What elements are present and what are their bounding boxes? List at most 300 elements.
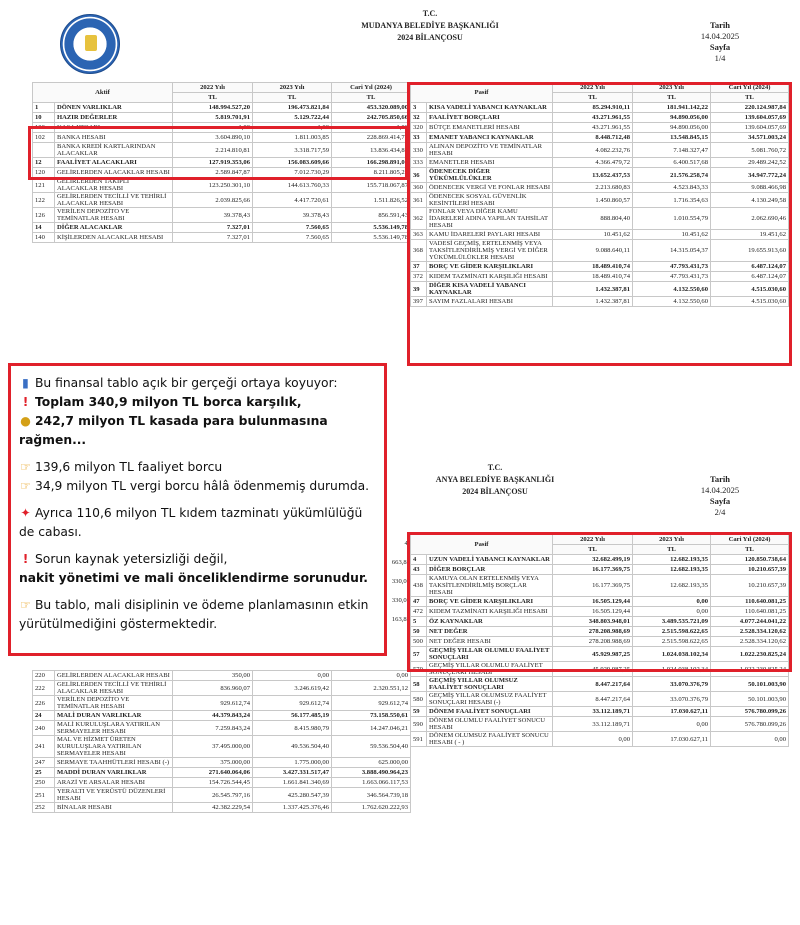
account-code: 14 xyxy=(33,223,55,233)
pointing-hand-icon: ☞ xyxy=(19,479,32,493)
value-2022: 18.489.410,74 xyxy=(553,262,633,272)
header-subtitle: 2024 BİLANÇOSU xyxy=(397,33,463,42)
value-2023: 7.012.730,29 xyxy=(253,168,332,178)
value-2022: 5.819.701,91 xyxy=(173,113,253,123)
date-value: 14.04.2025 xyxy=(700,485,740,495)
value-2022: 375.000,00 xyxy=(173,758,253,768)
table-row xyxy=(411,575,789,597)
value-2022: 4.366.479,72 xyxy=(553,158,633,168)
account-code: 226 xyxy=(33,696,55,711)
value-2023: 21.576.258,74 xyxy=(633,168,711,183)
date-label: Tarih xyxy=(709,474,730,484)
unit: TL xyxy=(553,545,633,555)
page-label: Sayfa xyxy=(709,496,731,506)
account-name: NET DEĞER xyxy=(427,627,553,637)
commentary-text: Bu tablo, mali disiplinin ve ödeme planlamasının etkin yürütülmediğini göstermektedir. xyxy=(19,598,369,631)
date-label: Tarih xyxy=(709,20,730,30)
account-code: 241 xyxy=(33,736,55,758)
value-2023: 13.548.845,15 xyxy=(633,133,711,143)
table-row xyxy=(411,272,789,282)
account-code: 37 xyxy=(411,262,427,272)
account-name: KİŞİLERDEN ALACAKLAR HESABI xyxy=(55,233,173,243)
value-2024: 34.947.772,24 xyxy=(711,168,789,183)
account-name: MADDİ DURAN VARLIKLAR xyxy=(55,768,173,778)
value-2022: 1.450.860,57 xyxy=(553,193,633,208)
value-2024: 2.528.334.120,62 xyxy=(711,637,789,647)
peek-value: 330,09 xyxy=(391,597,410,604)
account-name: GELİRLERDEN TECİLLİ VE TEHİRLİ ALACAKLAR HESABI xyxy=(55,681,173,696)
account-code: 36 xyxy=(411,168,427,183)
value-2023: 17.030.627,11 xyxy=(633,707,711,717)
table-row xyxy=(33,133,411,143)
value-2022: 4.082.232,76 xyxy=(553,143,633,158)
value-2023: 5.129.722,44 xyxy=(253,113,332,123)
value-2022: 33.112.189,71 xyxy=(553,717,633,732)
value-2022: 32.682.499,19 xyxy=(553,555,633,565)
account-code: 3 xyxy=(411,103,427,113)
account-name: SERMAYE TAAHHÜTLERİ HESABI (-) xyxy=(55,758,173,768)
account-name: DÖNEM OLUMLU FAALİYET SONUCU HESABI xyxy=(427,717,553,732)
value-2023: 1.337.425.376,46 xyxy=(253,803,332,813)
value-2023: 425.280.547,39 xyxy=(253,788,332,803)
value-2024: 1.762.620.222,93 xyxy=(332,803,411,813)
page-2-meta xyxy=(680,474,760,518)
table-row xyxy=(411,607,789,617)
commentary-line xyxy=(19,412,376,450)
money-bag-icon: ● xyxy=(20,414,31,428)
table-row xyxy=(411,617,789,627)
account-name: MALİ DURAN VARLIKLAR xyxy=(55,711,173,721)
aktif-header: Aktif xyxy=(33,83,173,103)
value-2023: 144.613.760,33 xyxy=(253,178,332,193)
table-row xyxy=(411,123,789,133)
account-name: BANKA KREDİ KARTLARINDAN ALACAKLAR xyxy=(55,143,173,158)
page-1-meta xyxy=(680,20,760,64)
value-2023: 2.515.598.622,65 xyxy=(633,627,711,637)
account-code: 472 xyxy=(411,607,427,617)
table-row xyxy=(33,803,411,813)
account-name: KAMU İDARELERİ PAYLARI HESABI xyxy=(427,230,553,240)
account-code: 121 xyxy=(33,178,55,193)
account-code: 100 xyxy=(33,123,55,133)
value-2023: 12.682.193,35 xyxy=(633,575,711,597)
value-2023: 2.515.598.622,65 xyxy=(633,637,711,647)
value-2022: 0,00 xyxy=(553,732,633,747)
value-2023: 3.489.535.721,09 xyxy=(633,617,711,627)
value-2022: 16.177.369,75 xyxy=(553,565,633,575)
value-2022: 33.112.189,71 xyxy=(553,707,633,717)
account-name: KASA HESABI xyxy=(55,123,173,133)
value-2022: 2.213.680,83 xyxy=(553,183,633,193)
value-2023: 181.941.142,22 xyxy=(633,103,711,113)
value-2022: 44.379.843,24 xyxy=(173,711,253,721)
account-code: 250 xyxy=(33,778,55,788)
table-row xyxy=(411,555,789,565)
table-row xyxy=(411,143,789,158)
value-2023: 4.132.550,60 xyxy=(633,297,711,307)
value-2024: 166.298.891,05 xyxy=(332,158,411,168)
account-name: BİNALAR HESABI xyxy=(55,803,173,813)
account-code: 32 xyxy=(411,113,427,123)
value-2023: 1.811.003,85 xyxy=(253,133,332,143)
value-2024: 10.210.657,39 xyxy=(711,565,789,575)
col-2023: 2023 Yılı xyxy=(633,83,711,93)
chart-icon: ▮ xyxy=(22,376,29,390)
commentary-line xyxy=(19,504,376,542)
value-2022: 7.327,01 xyxy=(173,233,253,243)
account-code: 570 xyxy=(411,662,427,677)
value-2023: 4.132.550,60 xyxy=(633,282,711,297)
value-2022: 39.378,43 xyxy=(173,208,253,223)
account-code: 59 xyxy=(411,707,427,717)
value-2022: 348.803.948,01 xyxy=(553,617,633,627)
account-code: 43 xyxy=(411,565,427,575)
peek-value: 663,83 xyxy=(391,559,410,566)
table-row xyxy=(33,208,411,223)
value-2023: 156.083.609,66 xyxy=(253,158,332,168)
table-row xyxy=(411,692,789,707)
value-2022: 7.259.843,24 xyxy=(173,721,253,736)
table-row xyxy=(33,736,411,758)
table-row xyxy=(33,671,411,681)
col-2023: 2023 Yılı xyxy=(633,535,711,545)
value-2024: 19.451,62 xyxy=(711,230,789,240)
unit: TL xyxy=(711,93,789,103)
value-2022: 18.489.410,74 xyxy=(553,272,633,282)
value-2024: 139.604.057,69 xyxy=(711,113,789,123)
value-2024: 1.022.230.825,24 xyxy=(711,662,789,677)
table-row xyxy=(33,103,411,113)
account-name: DİĞER BORÇLAR xyxy=(427,565,553,575)
value-2024: 5.536.149,78 xyxy=(332,233,411,243)
account-code: 4 xyxy=(411,555,427,565)
value-2023: 94.890.056,00 xyxy=(633,113,711,123)
page-value: 1/4 xyxy=(714,53,726,63)
pointing-hand-icon: ☞ xyxy=(19,460,32,474)
value-2024: 6.487.124,07 xyxy=(711,262,789,272)
value-2024: 228.869.414,78 xyxy=(332,133,411,143)
value-2022: 929.612,74 xyxy=(173,696,253,711)
account-code: 24 xyxy=(33,711,55,721)
account-code: 580 xyxy=(411,692,427,707)
value-2022: 350,00 xyxy=(173,671,253,681)
value-2022: 278.208.988,69 xyxy=(553,627,633,637)
table-row xyxy=(411,627,789,637)
table-row xyxy=(411,183,789,193)
account-name: VERİLEN DEPOZİTO VE TEMİNATLAR HESABI xyxy=(55,208,173,223)
account-name: MAL VE HİZMET ÜRETEN KURULUŞLARA YATIRILAN SERMAYELER HESABI xyxy=(55,736,173,758)
value-2022: 1.432.387,81 xyxy=(553,297,633,307)
account-name: GEÇMİŞ YILLAR OLUMSUZ FAALİYET SONUÇLARI HESABI (-) xyxy=(427,692,553,707)
value-2024: 929.612,74 xyxy=(332,696,411,711)
value-2024: 8.211.805,23 xyxy=(332,168,411,178)
table-row xyxy=(33,178,411,193)
account-code: 126 xyxy=(33,208,55,223)
unit: TL xyxy=(332,93,411,103)
value-2024: 50.101.003,90 xyxy=(711,677,789,692)
value-2023: 10.451,62 xyxy=(633,230,711,240)
table-row xyxy=(33,721,411,736)
value-2023: 8.415.980,79 xyxy=(253,721,332,736)
table-row xyxy=(411,662,789,677)
account-name: FAALİYET ALACAKLARI xyxy=(55,158,173,168)
col-2024: Cari Yıl (2024) xyxy=(711,535,789,545)
unit: TL xyxy=(553,93,633,103)
value-2023: 4.523.843,33 xyxy=(633,183,711,193)
value-2023: 1.775.000,00 xyxy=(253,758,332,768)
commentary-line xyxy=(19,596,376,634)
commentary-text: nakit yönetimi ve mali önceliklendirme sorunudur. xyxy=(19,571,368,585)
table-row xyxy=(411,240,789,262)
commentary-text: Toplam 340,9 milyon TL borca karşılık, xyxy=(35,395,302,409)
account-code: 397 xyxy=(411,297,427,307)
value-2023: 33.070.376,79 xyxy=(633,692,711,707)
value-2023: 0,00 xyxy=(253,671,332,681)
commentary-line xyxy=(19,477,376,496)
commentary-line xyxy=(19,550,376,569)
account-code: 591 xyxy=(411,732,427,747)
value-2024: 1.663.066.117,53 xyxy=(332,778,411,788)
value-2023: 17.030.627,11 xyxy=(633,732,711,747)
commentary-text: Sorun kaynak yetersizliği değil, xyxy=(35,552,228,566)
table-row xyxy=(33,778,411,788)
account-code: 102 xyxy=(33,133,55,143)
value-2022: 148.994.527,20 xyxy=(173,103,253,113)
value-2022: 1,00 xyxy=(173,123,253,133)
value-2022: 127.919.353,06 xyxy=(173,158,253,168)
account-name: DİĞER ALACAKLAR xyxy=(55,223,173,233)
table-row xyxy=(33,758,411,768)
unit: TL xyxy=(633,93,711,103)
value-2024: 14.247.046,21 xyxy=(332,721,411,736)
col-2022: 2022 Yılı xyxy=(173,83,253,93)
aktif-table-continued xyxy=(32,670,411,813)
account-name: GELİRLERDEN ALACAKLAR HESABI xyxy=(55,671,173,681)
value-2024: 5.536.149,78 xyxy=(332,223,411,233)
value-2024: 3.888.490.964,23 xyxy=(332,768,411,778)
account-code: 122 xyxy=(33,193,55,208)
account-name: SAYIM FAZLALARI HESABI xyxy=(427,297,553,307)
account-code: 330 xyxy=(411,143,427,158)
value-2022: 1.432.387,81 xyxy=(553,282,633,297)
peek-value: 330,09 xyxy=(391,578,410,585)
account-code: 590 xyxy=(411,717,427,732)
account-name: MALİ KURULUŞLARA YATIRILAN SERMAYELER HESABI xyxy=(55,721,173,736)
account-name: EMANETLER HESABI xyxy=(427,158,553,168)
value-2022: 2.589.847,87 xyxy=(173,168,253,178)
account-code: 368 xyxy=(411,240,427,262)
account-code: 361 xyxy=(411,193,427,208)
account-name: FAALİYET BORÇLARI xyxy=(427,113,553,123)
account-code: 57 xyxy=(411,647,427,662)
page-1-header xyxy=(300,8,560,44)
table-row xyxy=(411,158,789,168)
value-2022: 836.960,07 xyxy=(173,681,253,696)
account-code: 33 xyxy=(411,133,427,143)
account-code: 372 xyxy=(411,272,427,282)
table-row xyxy=(411,647,789,662)
page-label: Sayfa xyxy=(709,42,731,52)
table-row xyxy=(411,732,789,747)
account-code: 222 xyxy=(33,681,55,696)
unit: TL xyxy=(173,93,253,103)
commentary-text: Ayrıca 110,6 milyon TL kıdem tazminatı yükümlülüğü de cabası. xyxy=(19,506,363,539)
value-2024: 4.130.249,58 xyxy=(711,193,789,208)
value-2023: 14.315.054,37 xyxy=(633,240,711,262)
value-2023: 3.427.331.517,47 xyxy=(253,768,332,778)
value-2022: 26.545.797,16 xyxy=(173,788,253,803)
unit: TL xyxy=(711,545,789,555)
header-subtitle: 2024 BİLANÇOSU xyxy=(462,487,528,496)
account-name: VERİLEN DEPOZİTO VE TEMİNATLAR HESABI xyxy=(55,696,173,711)
peek-value: 163,86 xyxy=(391,616,410,623)
account-code: 12 xyxy=(33,158,55,168)
value-2024: 110.640.081,25 xyxy=(711,607,789,617)
account-name: GEÇMİŞ YILLAR OLUMLU FAALİYET SONUÇLARI HESABI xyxy=(427,662,553,677)
table-row xyxy=(411,282,789,297)
value-2024: 242.705.850,66 xyxy=(332,113,411,123)
account-code: 5 xyxy=(411,617,427,627)
account-name: FONLAR VEYA DİĞER KAMU İDARELERİ ADINA YAPILAN TAHSİLAT HESABI xyxy=(427,208,553,230)
value-2022: 85.294.910,11 xyxy=(553,103,633,113)
col-2023: 2023 Yılı xyxy=(253,83,332,93)
municipality-logo xyxy=(60,14,120,74)
account-name: ARAZİ VE ARSALAR HESABI xyxy=(55,778,173,788)
account-name: DÖNEM FAALİYET SONUÇLARI xyxy=(427,707,553,717)
pushpin-icon: ✦ xyxy=(20,506,31,520)
account-name: ÖDENECEK SOSYAL GÜVENLİK KESİNTİLERİ HESABI xyxy=(427,193,553,208)
value-2023: 7.560,65 xyxy=(253,233,332,243)
account-code: 39 xyxy=(411,282,427,297)
account-code: 363 xyxy=(411,230,427,240)
account-code: 240 xyxy=(33,721,55,736)
pasif-header: Pasif xyxy=(411,83,553,103)
value-2022: 888.804,40 xyxy=(553,208,633,230)
value-2023: 1.716.354,63 xyxy=(633,193,711,208)
value-2024: 4.515.030,60 xyxy=(711,282,789,297)
account-code: 220 xyxy=(33,671,55,681)
date-value: 14.04.2025 xyxy=(700,31,740,41)
peek-value: 4) xyxy=(404,540,410,547)
table-row xyxy=(33,123,411,133)
value-2023: 0,00 xyxy=(633,597,711,607)
table-row xyxy=(33,113,411,123)
account-code xyxy=(33,143,55,158)
value-2022: 37.495.000,00 xyxy=(173,736,253,758)
value-2022: 45.929.987,25 xyxy=(553,662,633,677)
value-2022: 16.505.129,44 xyxy=(553,607,633,617)
value-2023: 47.793.431,73 xyxy=(633,272,711,282)
commentary-line xyxy=(19,458,376,477)
account-name: NET DEĞER HESABI xyxy=(427,637,553,647)
value-2024: 1.022.230.825,24 xyxy=(711,647,789,662)
value-2022: 2.214.810,81 xyxy=(173,143,253,158)
value-2024: 625.000,00 xyxy=(332,758,411,768)
account-code: 47 xyxy=(411,597,427,607)
value-2024: 4.077.244.041,22 xyxy=(711,617,789,627)
commentary-text: 34,9 milyon TL vergi borcu hâlâ ödenmemiş durumda. xyxy=(35,479,370,493)
value-2024: 346.564.739,18 xyxy=(332,788,411,803)
value-2024: 10.210.657,39 xyxy=(711,575,789,597)
account-name: GELİRLERDEN TECİLLİ VE TEHİRLİ ALACAKLAR HESABI xyxy=(55,193,173,208)
commentary-text: Bu finansal tablo açık bir gerçeği ortaya koyuyor: xyxy=(35,376,338,390)
value-2023: 12.682.193,35 xyxy=(633,555,711,565)
value-2023: 1.010.554,79 xyxy=(633,208,711,230)
value-2023: 4.417.720,61 xyxy=(253,193,332,208)
account-name: ÖDENECEK VERGİ VE FONLAR HESABI xyxy=(427,183,553,193)
value-2022: 9.088.640,11 xyxy=(553,240,633,262)
value-2023: 3.318.717,59 xyxy=(253,143,332,158)
table-row xyxy=(411,597,789,607)
table-row xyxy=(33,711,411,721)
value-2022: 278.208.988,69 xyxy=(553,637,633,647)
account-code: 251 xyxy=(33,788,55,803)
value-2024: 2.062.690,46 xyxy=(711,208,789,230)
value-2024: 1.511.826,52 xyxy=(332,193,411,208)
value-2024: 50.101.003,90 xyxy=(711,692,789,707)
value-2024: 9.088.466,98 xyxy=(711,183,789,193)
value-2022: 7.327,01 xyxy=(173,223,253,233)
table-row xyxy=(411,707,789,717)
account-name: VADESİ GEÇMİŞ, ERTELENMİŞ VEYA TAKSİTLENDİRİLMİŞ VERGİ VE DİĞER YÜKÜMLÜLÜKLER HESABI xyxy=(427,240,553,262)
account-name: BÜTÇE EMANETLERİ HESABI xyxy=(427,123,553,133)
commentary-line xyxy=(19,393,376,412)
value-2023: 39.378,43 xyxy=(253,208,332,223)
account-name: EMANET YABANCI KAYNAKLAR xyxy=(427,133,553,143)
exclamation-icon: ! xyxy=(22,552,29,566)
value-2023: 49.536.504,40 xyxy=(253,736,332,758)
pasif-header: Pasif xyxy=(411,535,553,555)
header-title: MUDANYA BELEDİYE BAŞKANLIĞI xyxy=(361,21,499,30)
unit: TL xyxy=(633,545,711,555)
table-row xyxy=(33,696,411,711)
value-2024: 155.718.067,87 xyxy=(332,178,411,193)
value-2023: 47.793.431,73 xyxy=(633,262,711,272)
table-row xyxy=(411,230,789,240)
value-2024: 856.591,43 xyxy=(332,208,411,223)
value-2024: 34.571.003,24 xyxy=(711,133,789,143)
value-2024: 29.489.242,52 xyxy=(711,158,789,168)
account-code: 58 xyxy=(411,677,427,692)
account-name: HAZIR DEĞERLER xyxy=(55,113,173,123)
value-2023: 1,00 xyxy=(253,123,332,133)
table-row xyxy=(33,768,411,778)
value-2024: 0,00 xyxy=(332,671,411,681)
value-2024: 120.850.738,64 xyxy=(711,555,789,565)
table-row xyxy=(411,677,789,692)
table-row xyxy=(411,262,789,272)
col-2024: Cari Yıl (2024) xyxy=(711,83,789,93)
value-2024: 110.640.081,25 xyxy=(711,597,789,607)
value-2023: 0,00 xyxy=(633,607,711,617)
page-2-header xyxy=(380,462,610,498)
aktif-table xyxy=(32,82,411,243)
value-2022: 8.447.217,64 xyxy=(553,692,633,707)
table-row xyxy=(33,233,411,243)
value-2024: 4.515.030,60 xyxy=(711,297,789,307)
account-name: GELİRLERDEN TAKİPLİ ALACAKLAR HESABI xyxy=(55,178,173,193)
account-name: ALINAN DEPOZİTO VE TEMİNATLAR HESABI xyxy=(427,143,553,158)
header-tc: T.C. xyxy=(422,9,438,18)
value-2024: 5.081.760,72 xyxy=(711,143,789,158)
account-code: 25 xyxy=(33,768,55,778)
value-2022: 45.929.987,25 xyxy=(553,647,633,662)
aktif-peek-column xyxy=(388,534,410,629)
account-name: GELİRLERDEN ALACAKLAR HESABI xyxy=(55,168,173,178)
value-2023: 929.612,74 xyxy=(253,696,332,711)
commentary-text: 242,7 milyon TL kasada para bulunmasına rağmen... xyxy=(19,414,328,447)
account-code: 438 xyxy=(411,575,427,597)
